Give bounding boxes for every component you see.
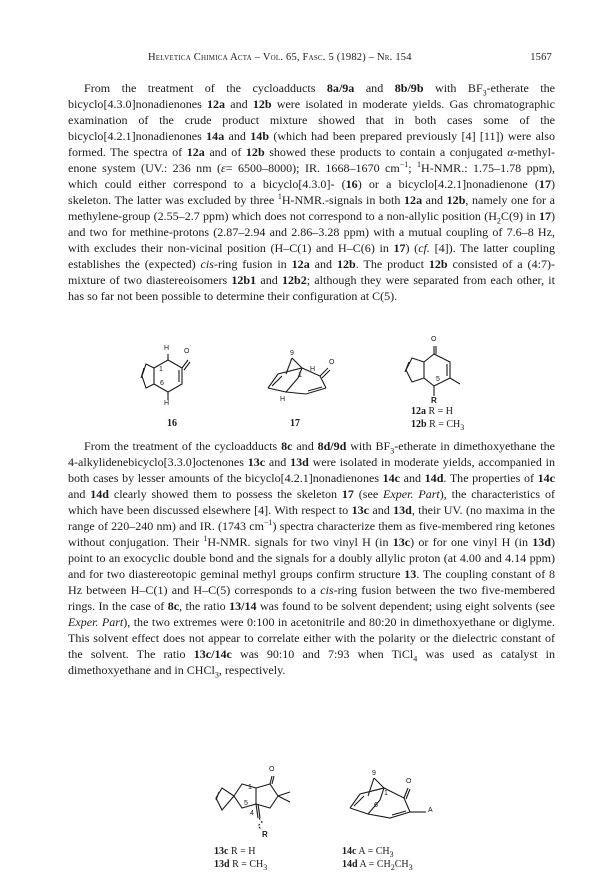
structure-16: [140, 345, 200, 420]
compound-ref: 14d: [424, 471, 444, 485]
atom-label: O: [431, 336, 437, 343]
compound-ref: 14b: [250, 129, 270, 143]
structure-13-drawing: [212, 770, 302, 840]
label-13c: 13c R = H: [214, 846, 256, 857]
atom-label: 1: [384, 790, 388, 797]
paragraph-1: From the treatment of the cycloadducts 8a/9a and 8b/9b with $BF_3$-etherate the bicyclo[4.3.0]nonadienones 12a and 12b were isolated in moderate yields. Gas chromatographic examination of the crude product mixture showed that in both cases some of the bicyclo[4.2.1]nonadienones 14a and 14b (which had been prepared previously [4] [11]) were also formed. The spectra of 12a and of 12b showed these products to contain a conjugated α-methyl-enone system (UV.: 236 nm (ε= 6500–8000); IR. 1668–1670 $cm^{-1}$; $^1$H-NMR.: 1.75–1.78 ppm), which could either correspond to a bicyclo[4.3.0]- (16) or a bicyclo[4.2.1]nonadienone (17) skeleton. The latter was excluded by three $^1$H-NMR.-signals in both 12a and 12b, namely one for a methylene-group (2.55–2.7 ppm) which does not correspond to a non-allylic position ($H_2C(9)$ in 17) and two for methine-protons (2.87–2.94 and 2.86–3.28 ppm) with a mutual coupling of 7.6–8 Hz, with excludes their non-vicinal position (H–C(1) and H–C(6) in 17) (cf. [4]). The latter coupling establishes the (expected) cis-ring fusion in 12a and 12b. The product 12b consisted of a (4:7)-mixture of two diastereoisomers 12b1 and 12b2; although they were separated from each other, it has so far not been possible to determine their configuration at C(5).: [68, 81, 556, 303]
paragraph-2: From the treatment of the cycloadducts 8c and 8d/9d with $BF_3$-etherate in dimethoxyethane the 4-alkylidenebicyclo[3.3.0]octenones 13c and 13d were isolated in moderate yields, accompanied in both cases by lesser amounts of the bicyclo[4.2.1]nonadienones 14c and 14d. The properties of 14c and 14d clearly showed them to possess the skeleton 17 (see Exper. Part), the characteristics of which have been discussed elsewhere [4]. With respect to 13c and 13d, their UV. (no maxima in the range of 220–240 nm) and IR. (1743 $cm^{-1}$) spectra characterize them as five-membered ring ketones without conjugation. Their $^1$H-NMR. signals for two vinyl H (in 13c) or for one vinyl H (in 13d) point to an exocyclic double bond and the signals for a doubly allylic proton (at 4.00 and 4.14 ppm) and for two diastereotopic geminal methyl groups confirm structure 13. The coupling constant of 8 Hz between H–C(1) and H–C(5) corresponds to a cis-ring fusion between the two five-membered rings. In the case of 8c, the ratio 13/14 was found to be solvent dependent; using eight solvents (see Exper. Part), the two extremes were 0:100 in acetonitrile and 80:20 in dimethoxyethane or diglyme. This solvent effect does not appear to correlate either with the polarity or the dielectric constant of the solvent. The ratio 13c/14c was 90:10 and 7:93 when TiCl$_4$ was used as catalyst in dimethoxyethane and in CHCl$_3$, respectively.: [68, 439, 556, 680]
compound-ref: 12a: [207, 97, 226, 111]
atom-label: 4: [250, 810, 254, 817]
compound-ref: 13c: [351, 503, 369, 517]
compound-ref: 17: [341, 487, 354, 501]
atom-label: A: [428, 807, 433, 814]
atom-label: 1: [248, 784, 252, 791]
compound-ref: 12b: [336, 257, 356, 271]
compound-ref: 14d: [90, 487, 109, 501]
compound-ref: 13c/14c: [193, 647, 232, 661]
compound-ref: 13/14: [229, 599, 257, 613]
atom-label: R: [262, 830, 268, 839]
compound-ref: 14a: [206, 129, 225, 143]
compound-ref: 12a: [404, 193, 423, 207]
label-13d: 13d $R = CH_3$: [214, 859, 268, 872]
compound-ref: 12a: [186, 145, 205, 159]
atom-label: H: [164, 345, 170, 352]
compound-ref: 14c: [537, 471, 555, 485]
structure-17-drawing: [262, 348, 342, 408]
compound-ref: 13d: [290, 455, 309, 469]
structure-12-drawing: [398, 340, 478, 404]
compound-ref: 17: [393, 241, 406, 255]
atom-label: H: [310, 366, 316, 373]
structure-12: [398, 336, 478, 410]
compound-ref: 13c: [247, 455, 266, 469]
atom-label: 1: [298, 372, 302, 379]
compound-ref: 8b/9b: [394, 81, 424, 95]
atom-label: H: [164, 400, 170, 407]
compound-ref: 12b: [446, 193, 466, 207]
atom-label: 1: [159, 366, 163, 373]
label-12b: 12b $R = CH_3$: [411, 419, 465, 432]
structure-14: [344, 772, 454, 842]
atom-label: 9: [290, 350, 294, 357]
atom-label: 6: [160, 380, 164, 387]
atom-label: 9: [372, 770, 376, 777]
page-number: 1567: [530, 52, 552, 63]
compound-ref: 17: [538, 209, 551, 223]
compound-ref: 13d: [393, 503, 412, 517]
compound-ref: 13c: [392, 535, 411, 549]
compound-ref: 12b1: [231, 273, 257, 287]
atom-label: 6: [374, 802, 378, 809]
atom-label: O: [406, 778, 412, 785]
compound-ref: 13d: [532, 535, 551, 549]
atom-label: H: [280, 396, 286, 403]
atom-label: O: [329, 359, 335, 366]
atom-label: O: [184, 348, 190, 355]
atom-label: 5: [244, 800, 248, 807]
atom-label: O: [269, 766, 275, 773]
compound-ref: 13: [404, 567, 417, 581]
compound-ref: 14c: [382, 471, 401, 485]
compound-ref: 16: [345, 177, 358, 191]
journal-title: Helvetica Chimica Acta – Vol. 65, Fasc. 5 (1982) – Nr. 154: [148, 52, 412, 63]
compound-ref: 12b2: [281, 273, 307, 287]
compound-ref: 8c: [167, 599, 180, 613]
structure-13: [212, 766, 302, 846]
structure-16-drawing: [140, 350, 200, 410]
compound-ref: 12a: [291, 257, 310, 271]
label-17: 17: [290, 418, 300, 429]
label-12a: 12a R = H: [411, 406, 454, 417]
compound-ref: 12b: [245, 145, 265, 159]
compound-ref: 12b: [252, 97, 272, 111]
compound-ref: 8a/9a: [326, 81, 355, 95]
compound-ref: 12b: [428, 257, 448, 271]
structure-14-drawing: [344, 772, 454, 836]
compound-ref: 17: [538, 177, 551, 191]
atom-label: R: [431, 396, 437, 405]
label-14c: 14c $A = CH_3$: [342, 846, 394, 859]
structure-17: [262, 348, 342, 418]
compound-ref: 8d/9d: [317, 439, 347, 453]
label-14d: 14d $A = CH_2CH_3$: [342, 859, 413, 872]
label-16: 16: [167, 418, 177, 429]
compound-ref: 8c: [281, 439, 293, 453]
atom-label: 5: [436, 376, 440, 383]
